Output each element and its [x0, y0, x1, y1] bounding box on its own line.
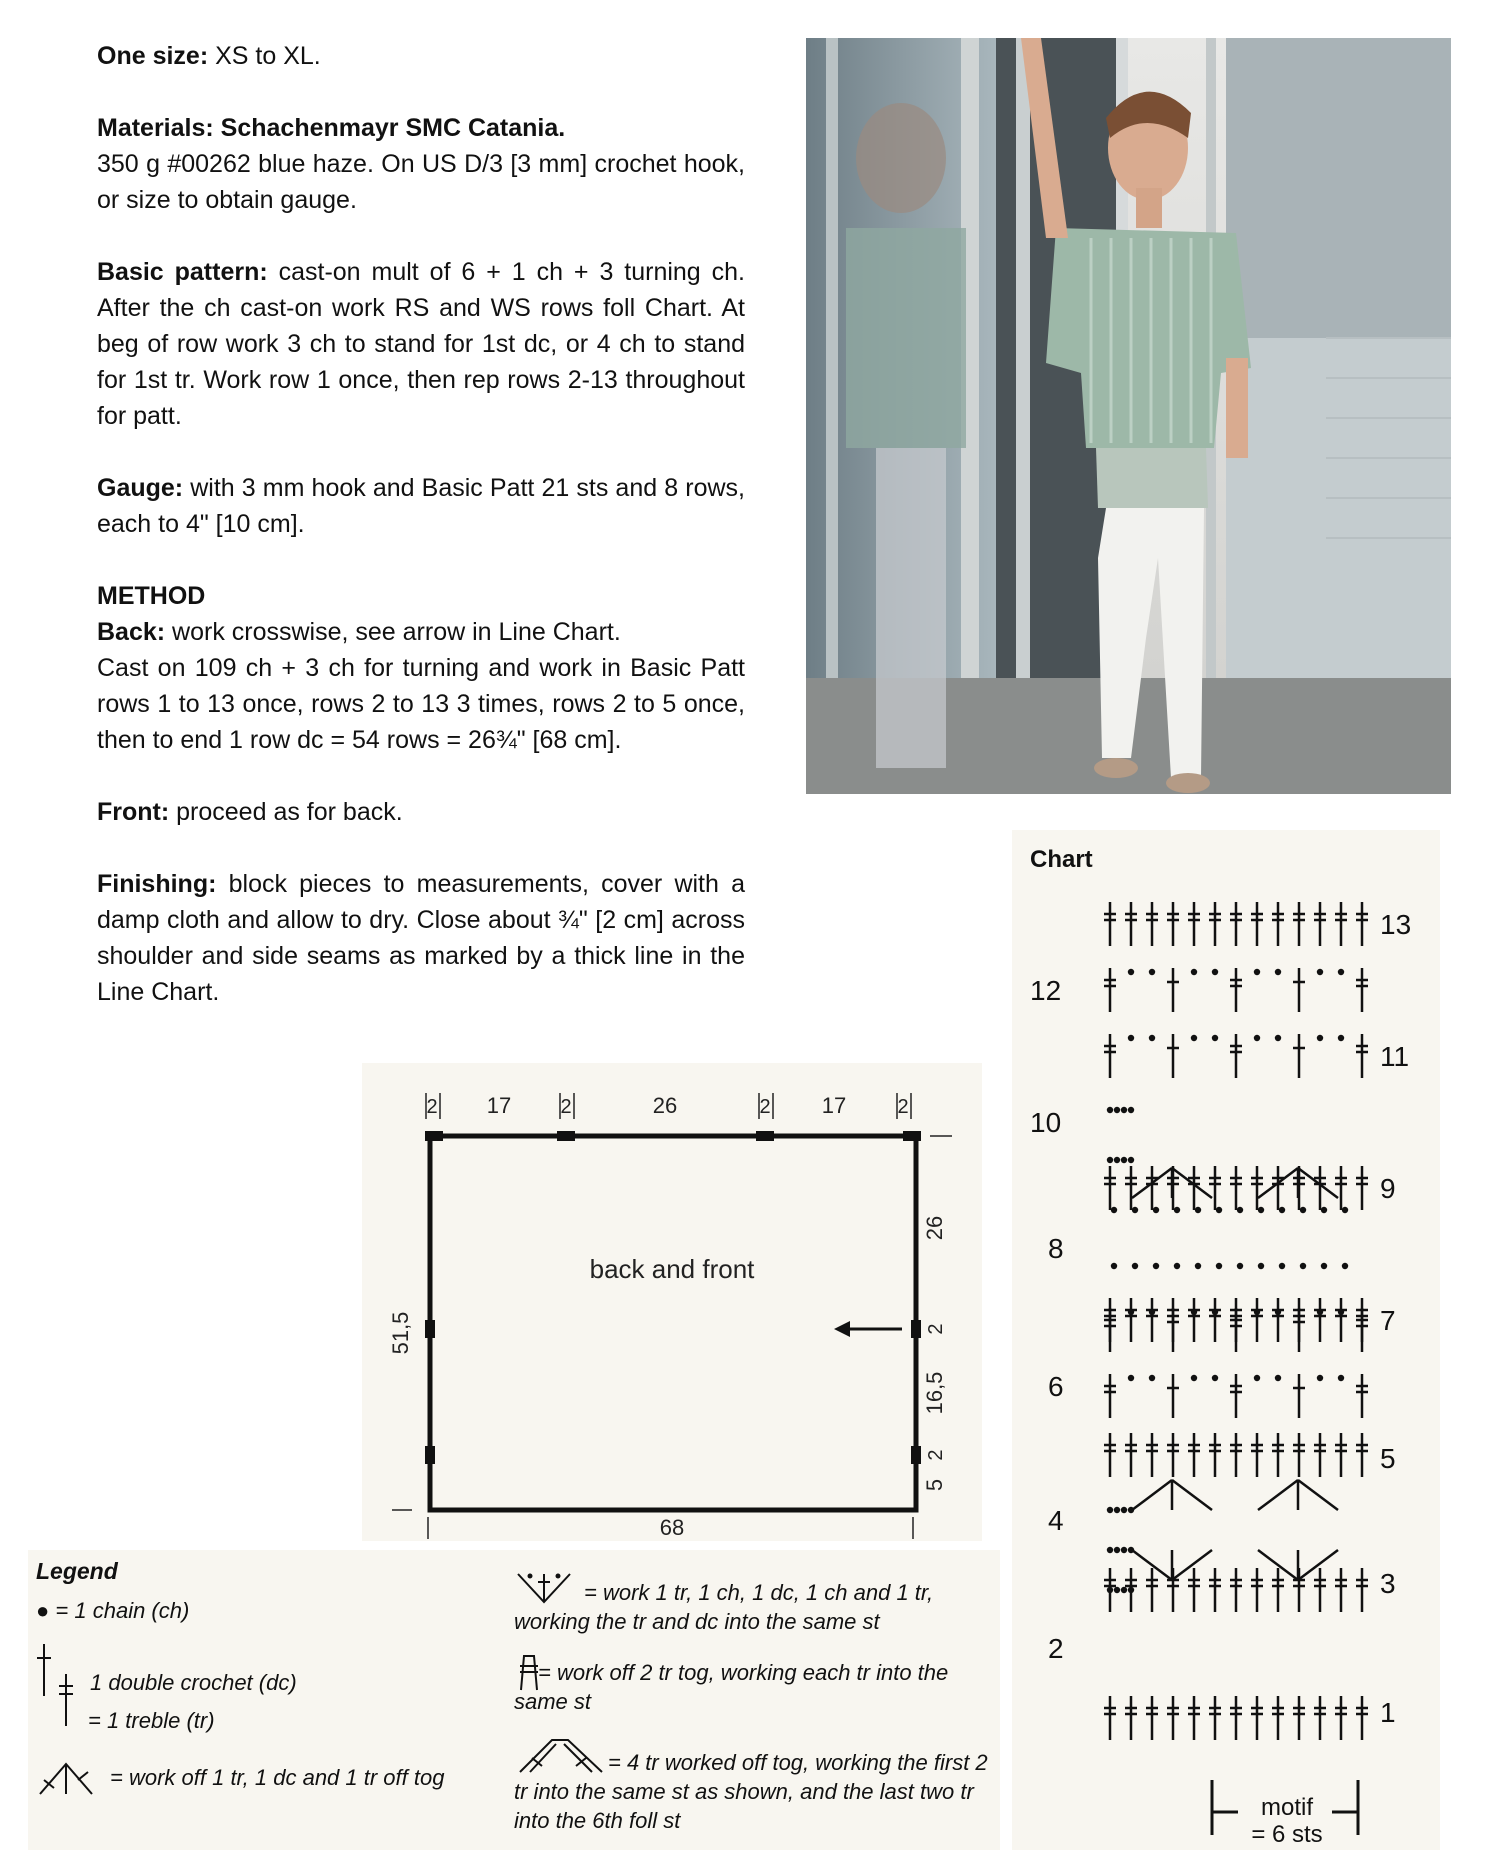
legend-dc: 1 double crochet (dc) [90, 1670, 297, 1695]
chain-dot [1317, 1035, 1323, 1041]
chain-dot [1195, 1207, 1201, 1213]
row-number-right: 5 [1380, 1443, 1396, 1474]
right-dimension-label: 2 [925, 1449, 947, 1461]
chain-dot [1149, 969, 1155, 975]
chain-dot [1111, 1207, 1117, 1213]
chain-dot [1121, 1587, 1127, 1593]
row-number-right: 1 [1380, 1697, 1396, 1728]
chain-dot [1128, 1547, 1134, 1553]
chain-dot [1132, 1263, 1138, 1269]
chain-dot [1128, 1507, 1134, 1513]
chain-dot [1279, 1263, 1285, 1269]
chain-dot [1121, 1547, 1127, 1553]
chain-dot [1212, 1375, 1218, 1381]
chain-dot [1174, 1263, 1180, 1269]
legend [28, 1550, 1000, 1850]
center-label: back and front [589, 1254, 755, 1284]
top-label: 26 [652, 1093, 678, 1118]
chain-dot [1191, 969, 1197, 975]
chain-dot [1279, 1207, 1285, 1213]
chain-dot [1275, 1309, 1281, 1315]
basic-pattern-paragraph: Basic pattern: cast-on mult of 6 + 1 ch + 3 turning ch. After the ch cast-on work RS and WS rows foll Chart. At beg of row work 3 ch to stand for 1st dc, or 4 ch to stand for 1st tr. Work row 1 once, then rep rows 2-13 throughout for patt. [97, 258, 745, 430]
chain-dot [1128, 1375, 1134, 1381]
right-dimension-label: 26 [922, 1215, 947, 1241]
chain-dot [1317, 1309, 1323, 1315]
chain-dot [1191, 1375, 1197, 1381]
chain-dot [1114, 1507, 1120, 1513]
row-number-left: 12 [1030, 975, 1062, 1006]
row-number-right: 3 [1380, 1568, 1396, 1599]
chain-dot [1254, 969, 1260, 975]
row-number-right: 7 [1380, 1305, 1396, 1336]
chain-dot [1254, 1375, 1260, 1381]
legend-vgroup: = work 1 tr, 1 ch, 1 dc, 1 ch and 1 tr, working the tr and dc into the same st [514, 1580, 934, 1634]
chain-dot [1128, 1587, 1134, 1593]
chain-dot [1191, 1309, 1197, 1315]
row-number-left: 2 [1048, 1633, 1064, 1664]
legend-title: Legend [36, 1558, 118, 1584]
chain-dot [1153, 1263, 1159, 1269]
chain-dot [1128, 1309, 1134, 1315]
chain-dot [1300, 1263, 1306, 1269]
chain-dot [1258, 1207, 1264, 1213]
bottom-dimension-label: 68 [659, 1515, 685, 1540]
chain-dot [1216, 1207, 1222, 1213]
direction-arrow [834, 1321, 902, 1337]
chain-dot [1212, 1035, 1218, 1041]
chain-dot [1121, 1507, 1127, 1513]
chain-dot [1153, 1207, 1159, 1213]
fan-mark [1298, 1550, 1338, 1580]
chain-dot [1237, 1263, 1243, 1269]
chain-dot [1275, 1035, 1281, 1041]
fan-mark [1298, 1480, 1338, 1510]
method-paragraph: METHOD Back: work crosswise, see arrow in Line Chart. Cast on 109 ch + 3 ch for turning and work in Basic Patt rows 1 to 13 once, rows 2 to 13 3 times, rows 2 to 5 once, then to end 1 row dc = 54 rows = 26¾" [68 cm]. [97, 582, 745, 754]
motif-value: = 6 sts [1251, 1821, 1323, 1848]
fan-mark [1258, 1480, 1298, 1510]
instructions-text [97, 38, 745, 1046]
legend-dec3: = work off 1 tr, 1 dc and 1 tr off tog [110, 1765, 445, 1790]
fan-mark [1172, 1550, 1212, 1580]
chain-dot [1149, 1035, 1155, 1041]
row-number-left: 10 [1030, 1107, 1062, 1138]
left-dimension-label: 51,5 [388, 1311, 413, 1355]
finishing-paragraph: Finishing: block pieces to measurements, cover with a damp cloth and allow to dry. Close about ¾" [2 cm] across shoulder and side seams as marked by a thick line in the Line Chart. [97, 870, 745, 1006]
front-paragraph: Front: proceed as for back. [97, 798, 403, 826]
chain-dot [1128, 969, 1134, 975]
dc-tr-symbol-icon [36, 1640, 96, 1730]
chain-dot [1107, 1547, 1113, 1553]
chain-dot [1254, 1035, 1260, 1041]
row-number-left: 6 [1048, 1371, 1064, 1402]
motif-label: motif [1260, 1794, 1314, 1821]
top-label: 2 [560, 1096, 572, 1118]
row-number-left: 4 [1048, 1505, 1064, 1536]
chain-dot [1111, 1263, 1117, 1269]
legend-tr2tog: = work off 2 tr tog, working each tr into the same st [514, 1660, 949, 1714]
chain-dot [1121, 1107, 1127, 1113]
chain-dot [1114, 1107, 1120, 1113]
fan-mark [1132, 1480, 1172, 1510]
chain-symbol-icon: ● [36, 1598, 50, 1623]
garment-outline [430, 1136, 916, 1510]
materials-paragraph: Materials: Schachenmayr SMC Catania. 350 g #00262 blue haze. On US D/3 [3 mm] crochet hook, or size to obtain gauge. [97, 114, 745, 214]
chain-dot [1321, 1207, 1327, 1213]
top-label: 2 [759, 1096, 771, 1118]
chain-dot [1216, 1263, 1222, 1269]
chain-dot [1338, 1309, 1344, 1315]
chain-dot [1338, 969, 1344, 975]
chain-dot [1149, 1375, 1155, 1381]
chain-dot [1300, 1207, 1306, 1213]
chain-dot [1132, 1207, 1138, 1213]
row-number-right: 11 [1380, 1041, 1410, 1072]
chain-dot [1258, 1263, 1264, 1269]
right-dimension-label: 16,5 [922, 1371, 947, 1415]
chain-dot [1342, 1263, 1348, 1269]
row-number-right: 9 [1380, 1173, 1396, 1204]
top-label: 17 [486, 1093, 512, 1118]
chain-dot [1121, 1157, 1127, 1163]
chain-dot [1338, 1375, 1344, 1381]
line-chart [362, 1063, 982, 1541]
row-number-left: 8 [1048, 1233, 1064, 1264]
chain-dot [1107, 1587, 1113, 1593]
chain-dot [1275, 969, 1281, 975]
chain-dot [1128, 1107, 1134, 1113]
chain-dot [1174, 1207, 1180, 1213]
seam-marks [425, 1131, 921, 1464]
top-label: 2 [426, 1096, 438, 1118]
chain-dot [1338, 1035, 1344, 1041]
legend-chain: ● = 1 chain (ch) [36, 1598, 190, 1623]
chain-dot [1237, 1207, 1243, 1213]
chain-dot [1107, 1157, 1113, 1163]
chain-dot [1114, 1157, 1120, 1163]
chain-dot [1107, 1107, 1113, 1113]
right-dimension-label: 5 [922, 1478, 947, 1492]
stitch-chart-title: Chart [1030, 846, 1093, 873]
dec3-symbol-icon [36, 1758, 96, 1798]
chain-dot [1191, 1035, 1197, 1041]
chain-dot [1317, 1375, 1323, 1381]
chain-dot [1317, 969, 1323, 975]
row-number-right: 13 [1380, 909, 1412, 940]
chain-dot [1128, 1157, 1134, 1163]
stitch-chart-grid [1012, 830, 1440, 1850]
gauge-paragraph: Gauge: with 3 mm hook and Basic Patt 21 sts and 8 rows, each to 4" [10 cm]. [97, 474, 745, 538]
chain-dot [1212, 969, 1218, 975]
stitch-chart [1012, 830, 1440, 1850]
legend-tr: = 1 treble (tr) [88, 1708, 215, 1733]
chain-dot [1342, 1207, 1348, 1213]
size-paragraph: One size: XS to XL. [97, 42, 321, 70]
legend-tr4tog: = 4 tr worked off tog, working the first 2 tr into the same st as shown, and the last two tr into the 6th foll st [514, 1750, 988, 1833]
top-label: 17 [821, 1093, 847, 1118]
chain-dot [1149, 1309, 1155, 1315]
chain-dot [1275, 1375, 1281, 1381]
fan-mark [1172, 1480, 1212, 1510]
chain-dot [1254, 1309, 1260, 1315]
chain-dot [1195, 1263, 1201, 1269]
chain-dot [1114, 1587, 1120, 1593]
chain-dot [1128, 1035, 1134, 1041]
chain-dot [1114, 1547, 1120, 1553]
chain-dot [1107, 1507, 1113, 1513]
chain-dot [1212, 1309, 1218, 1315]
top-label: 2 [897, 1096, 909, 1118]
model-photo [806, 38, 1451, 794]
chain-dot [1321, 1263, 1327, 1269]
right-dimension-label: 2 [925, 1323, 947, 1335]
